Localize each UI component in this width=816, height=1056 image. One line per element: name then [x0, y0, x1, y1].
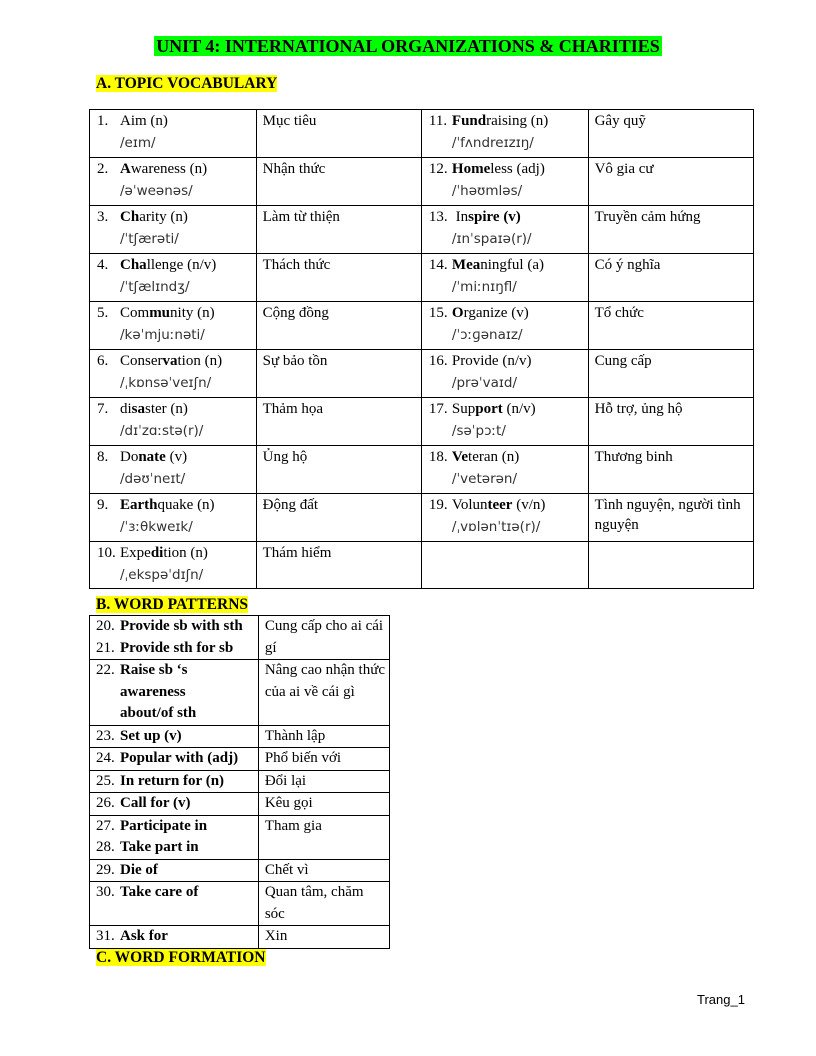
vocab-meaning: Thương binh — [594, 449, 673, 465]
vocab-word-part: Sup — [451, 401, 476, 417]
vocab-word-stress: port — [475, 401, 503, 417]
pattern-number: 26. — [96, 795, 115, 811]
section-b-label: B. WORD PATTERNS — [96, 596, 249, 613]
vocab-word-stress: mu — [149, 305, 171, 321]
vocab-number: 9. — [97, 497, 109, 513]
vocab-word-part: ster (n) — [145, 401, 188, 417]
vocab-ipa: /dəʊˈneɪt/ — [120, 471, 186, 487]
vocab-word — [429, 350, 582, 372]
vocab-meaning: Cung cấp — [594, 353, 652, 369]
vocab-row — [90, 158, 754, 206]
pattern-number: 31. — [96, 928, 115, 944]
vocab-word — [429, 494, 582, 516]
pattern-line — [96, 882, 254, 904]
vocab-row — [90, 542, 754, 589]
vocab-word-part: di — [120, 401, 132, 417]
vocab-ipa: /kəˈmjuːnəti/ — [120, 327, 205, 343]
vocab-meaning: Mục tiêu — [262, 113, 317, 129]
section-c-heading — [96, 948, 266, 968]
vocab-number: 14. — [428, 257, 448, 273]
vocab-number: 3. — [97, 209, 109, 225]
page-number: Trang_1 — [697, 992, 745, 1007]
pattern-line — [96, 748, 254, 770]
vocab-word-stress: Ve — [451, 449, 469, 465]
pattern-meaning: Thành lập — [258, 725, 389, 748]
vocab-word-part: tion (n) — [177, 353, 223, 369]
pattern-text: Ask for — [120, 928, 168, 944]
vocab-meaning-cell — [588, 302, 753, 350]
vocab-word-cell — [90, 398, 257, 446]
pattern-text: Call for (v) — [120, 795, 191, 811]
vocab-word-part: nity (n) — [170, 305, 215, 321]
vocab-word — [97, 398, 250, 420]
pattern-number: 27. — [96, 817, 115, 834]
pattern-row — [90, 815, 390, 859]
vocab-word-stress: di — [150, 545, 164, 561]
vocab-word-cell — [421, 206, 588, 254]
vocab-ipa: /ˈɔːɡənaɪz/ — [451, 327, 523, 343]
vocab-meaning: Làm từ thiện — [262, 209, 340, 225]
vocab-meaning-cell — [256, 110, 421, 158]
vocab-word-part: Provide (n/v) — [451, 353, 532, 369]
vocab-meaning-cell — [256, 350, 421, 398]
pattern-number: 22. — [96, 662, 115, 678]
pattern-cell — [90, 882, 259, 926]
vocab-meaning-cell — [588, 398, 753, 446]
pattern-cell — [90, 770, 259, 793]
pattern-cell — [90, 660, 259, 726]
vocab-number: 10. — [97, 545, 116, 561]
vocab-ipa: /ˈɜːθkweɪk/ — [120, 519, 193, 535]
page-title-text: UNIT 4: INTERNATIONAL ORGANIZATIONS & CHARITIES — [156, 36, 660, 56]
pattern-cell — [90, 748, 259, 771]
vocab-word-part: Conser — [120, 353, 163, 369]
vocab-meaning-cell — [588, 110, 753, 158]
pattern-line — [96, 816, 254, 838]
vocab-ipa: /ɪnˈspaɪə(r)/ — [451, 231, 532, 247]
vocab-ipa: /ˈhəʊmləs/ — [451, 183, 523, 199]
vocab-ipa: /ˌkɒnsəˈveɪʃn/ — [120, 375, 212, 391]
vocab-word-part: (n/v) — [502, 401, 536, 417]
pattern-line — [96, 660, 254, 682]
vocab-word — [97, 158, 250, 180]
vocab-word-part: less (adj) — [490, 161, 545, 177]
vocab-word — [97, 542, 250, 564]
vocab-word — [429, 446, 582, 468]
pattern-meaning: Nâng cao nhận thức của ai về cái gì — [258, 660, 389, 726]
vocab-word-cell — [90, 110, 257, 158]
vocab-meaning: Ủng hộ — [262, 449, 308, 465]
vocab-word-cell — [421, 542, 588, 589]
vocab-word-cell — [90, 494, 257, 542]
pattern-row — [90, 660, 390, 726]
vocab-word-part: teran (n) — [468, 449, 520, 465]
pattern-text: awareness — [120, 683, 186, 700]
vocab-word-cell — [421, 158, 588, 206]
pattern-meaning: Quan tâm, chăm sóc — [258, 882, 389, 926]
vocab-word — [97, 446, 250, 468]
pattern-line — [96, 682, 254, 704]
vocab-meaning: Sự bảo tồn — [262, 353, 328, 369]
vocab-row — [90, 494, 754, 542]
pattern-text: about/of sth — [120, 705, 197, 721]
vocab-meaning — [595, 542, 747, 543]
vocab-word-part: tion (n) — [163, 545, 208, 561]
vocab-word-stress: spire (v) — [468, 209, 521, 225]
vocab-number: 8. — [97, 449, 109, 465]
pattern-meaning: Kêu gọi — [258, 793, 389, 816]
pattern-meaning: Phổ biến với — [258, 748, 389, 771]
pattern-cell — [90, 815, 259, 859]
vocab-ipa: /əˈweənəs/ — [120, 183, 193, 199]
vocab-meaning-cell — [588, 446, 753, 494]
vocab-meaning-cell — [588, 254, 753, 302]
section-a-label: A. TOPIC VOCABULARY — [96, 75, 278, 92]
vocab-word-cell — [90, 446, 257, 494]
pattern-line — [96, 926, 254, 948]
vocab-word — [97, 206, 250, 228]
vocab-word — [429, 110, 582, 132]
vocab-word-cell — [421, 398, 588, 446]
pattern-text: Take part in — [120, 839, 199, 855]
pattern-row — [90, 882, 390, 926]
pattern-line — [96, 638, 254, 660]
vocab-word-cell — [90, 542, 257, 589]
vocab-meaning: Thách thức — [262, 257, 331, 273]
section-b-heading — [96, 595, 248, 615]
pattern-number: 24. — [96, 750, 115, 766]
vocab-number: 11. — [428, 113, 448, 129]
vocab-ipa: /eɪm/ — [120, 135, 156, 151]
pattern-text: Provide sth for sb — [120, 639, 234, 656]
vocab-meaning: Có ý nghĩa — [594, 257, 661, 273]
section-a-heading — [96, 74, 277, 94]
vocab-number: 16. — [428, 353, 448, 369]
vocab-ipa: /ˈtʃælɪndʒ/ — [120, 279, 190, 295]
vocab-meaning-cell — [588, 542, 753, 589]
pattern-number: 20. — [96, 618, 115, 634]
vocab-word-part: Aim — [120, 113, 147, 129]
pattern-line — [96, 860, 254, 882]
vocab-meaning-cell — [256, 398, 421, 446]
vocab-row — [90, 350, 754, 398]
vocab-word-part: arity (n) — [139, 209, 188, 225]
pattern-number: 23. — [96, 727, 115, 744]
vocab-word — [429, 398, 582, 420]
pattern-cell — [90, 859, 259, 882]
pattern-number: 21. — [96, 639, 115, 656]
vocab-word — [97, 302, 250, 324]
vocab-meaning-cell — [588, 158, 753, 206]
vocab-ipa: /prəˈvaɪd/ — [451, 375, 518, 391]
vocab-word-cell — [90, 302, 257, 350]
vocab-ipa: /ˈfʌndreɪzɪŋ/ — [451, 135, 534, 151]
vocab-number: 19. — [428, 497, 448, 513]
vocab-number: 15. — [428, 305, 448, 321]
vocab-ipa: /dɪˈzɑːstə(r)/ — [120, 423, 204, 439]
pattern-text: Participate in — [120, 817, 208, 834]
pattern-line — [96, 616, 254, 638]
pattern-row — [90, 748, 390, 771]
vocab-word-part: quake (n) — [157, 497, 215, 513]
vocab-meaning-cell — [256, 302, 421, 350]
vocab-word-cell — [421, 110, 588, 158]
pattern-row — [90, 770, 390, 793]
vocab-meaning-cell — [256, 254, 421, 302]
pattern-cell — [90, 926, 259, 949]
vocab-word-cell — [90, 254, 257, 302]
vocab-word-part: wareness (n) — [130, 161, 208, 177]
vocab-word-stress: Cha — [120, 257, 147, 273]
word-patterns-table — [89, 615, 390, 949]
pattern-row — [90, 793, 390, 816]
pattern-number: 28. — [96, 839, 115, 855]
vocab-row — [90, 398, 754, 446]
vocab-word-cell — [421, 254, 588, 302]
pattern-row — [90, 725, 390, 748]
vocab-number: 12. — [428, 161, 448, 177]
vocab-word-cell — [90, 206, 257, 254]
pattern-text: Die of — [120, 861, 158, 878]
vocab-word-part: Com — [120, 305, 150, 321]
vocab-meaning-cell — [588, 350, 753, 398]
vocab-word-part: ningful (a) — [480, 257, 544, 273]
pattern-text: Set up (v) — [120, 727, 182, 744]
vocab-word-part: raising (n) — [486, 113, 549, 129]
vocab-word — [97, 494, 250, 516]
pattern-meaning: Xin — [258, 926, 389, 949]
vocab-meaning-cell — [588, 494, 753, 542]
vocab-number: 2. — [97, 161, 109, 177]
vocab-meaning-cell — [256, 542, 421, 589]
vocab-number: 17. — [428, 401, 448, 417]
vocab-meaning: Tổ chức — [594, 305, 644, 321]
vocabulary-table — [89, 109, 754, 589]
pattern-line — [96, 726, 254, 748]
pattern-text: Popular with (adj) — [120, 750, 239, 766]
vocab-word-stress: nate — [138, 449, 166, 465]
vocab-word-stress: sa — [131, 401, 146, 417]
vocab-word-part: In — [451, 209, 469, 225]
vocab-word — [97, 350, 250, 372]
vocab-row — [90, 110, 754, 158]
vocab-ipa: /ˌekspəˈdɪʃn/ — [120, 567, 204, 583]
vocab-meaning-cell — [256, 494, 421, 542]
pattern-text: In return for (n) — [120, 772, 225, 789]
vocab-meaning: Hỗ trợ, ủng hộ — [594, 401, 683, 417]
vocab-word-part: rganize (v) — [463, 305, 529, 321]
vocab-word-cell — [421, 350, 588, 398]
vocab-word-stress: Earth — [120, 497, 158, 513]
vocab-word-part: (v) — [165, 449, 188, 465]
pattern-line — [96, 837, 254, 859]
vocab-meaning: Vô gia cư — [594, 161, 654, 177]
vocab-word-part: (v/n) — [512, 497, 546, 513]
vocab-meaning: Truyền cảm hứng — [594, 209, 701, 225]
vocab-word-stress: Ch — [120, 209, 140, 225]
vocab-word — [429, 302, 582, 324]
pattern-line — [96, 703, 254, 725]
vocab-word-stress: teer — [487, 497, 513, 513]
pattern-text: Provide sb with sth — [120, 618, 243, 634]
vocab-ipa: /ˈtʃærəti/ — [120, 231, 179, 247]
vocab-number: 1. — [97, 113, 109, 129]
vocab-ipa: /ˈmiːnɪŋfl/ — [451, 279, 517, 295]
pattern-meaning: Chết vì — [258, 859, 389, 882]
vocab-meaning: Nhận thức — [262, 161, 326, 177]
vocab-word — [97, 254, 250, 276]
vocab-word-cell — [90, 350, 257, 398]
pattern-cell — [90, 793, 259, 816]
vocab-meaning-cell — [256, 158, 421, 206]
vocab-meaning-cell — [256, 446, 421, 494]
vocab-word-part: Do — [120, 449, 139, 465]
pattern-row — [90, 616, 390, 660]
vocab-meaning-cell — [588, 206, 753, 254]
vocab-word-part: llenge (n/v) — [146, 257, 217, 273]
vocab-ipa: /ˈvetərən/ — [451, 471, 518, 487]
vocab-row — [90, 206, 754, 254]
vocab-word — [429, 542, 582, 564]
pattern-number: 29. — [96, 861, 115, 878]
pattern-number: 30. — [96, 884, 115, 900]
vocab-word — [97, 110, 250, 132]
vocab-word-stress: A — [120, 161, 131, 177]
vocab-meaning: Thảm họa — [262, 401, 324, 417]
vocab-row — [90, 254, 754, 302]
pattern-line — [96, 771, 254, 793]
vocab-number: 18. — [428, 449, 448, 465]
vocab-word-stress: Fund — [451, 113, 487, 129]
vocab-meaning: Động đất — [262, 497, 319, 513]
pattern-number: 25. — [96, 772, 115, 789]
pattern-cell — [90, 616, 259, 660]
vocab-row — [90, 446, 754, 494]
vocab-ipa: /səˈpɔːt/ — [451, 423, 506, 439]
vocab-word — [429, 158, 582, 180]
section-c-label: C. WORD FORMATION — [96, 949, 266, 966]
vocab-number: 5. — [97, 305, 109, 321]
vocab-word-stress: va — [162, 353, 178, 369]
vocab-word — [429, 206, 582, 228]
vocab-word-stress: Mea — [451, 257, 481, 273]
vocab-number: 7. — [97, 401, 109, 417]
vocab-word-cell — [421, 494, 588, 542]
vocab-number: 6. — [97, 353, 109, 369]
pattern-cell — [90, 725, 259, 748]
vocab-meaning: Gây quỹ — [594, 113, 646, 129]
pattern-row — [90, 926, 390, 949]
pattern-line — [96, 793, 254, 815]
vocab-word-part: Volun — [451, 497, 488, 513]
pattern-meaning: Tham gia — [258, 815, 389, 859]
vocab-word-part: Expe — [120, 545, 151, 561]
pattern-text: Raise sb ‘s — [120, 662, 188, 678]
vocab-ipa: /ˌvɒlənˈtɪə(r)/ — [451, 519, 541, 535]
vocab-meaning: Tình nguyện, người tình nguyện — [594, 497, 741, 533]
vocab-word-cell — [421, 302, 588, 350]
vocab-row — [90, 302, 754, 350]
pattern-row — [90, 859, 390, 882]
vocab-word — [429, 254, 582, 276]
vocab-meaning: Cộng đồng — [262, 305, 329, 321]
vocab-word-stress: O — [451, 305, 464, 321]
vocab-meaning-cell — [256, 206, 421, 254]
vocab-word-stress: Home — [451, 161, 491, 177]
vocab-meaning: Thám hiểm — [262, 545, 332, 561]
vocab-word-part: (n) — [146, 113, 168, 129]
pattern-meaning: Cung cấp cho ai cái gí — [258, 616, 389, 660]
pattern-meaning: Đổi lại — [258, 770, 389, 793]
page-title — [0, 35, 816, 57]
vocab-number: 4. — [97, 257, 109, 273]
pattern-text: Take care of — [120, 884, 199, 900]
vocab-word-cell — [90, 158, 257, 206]
vocab-number: 13. — [428, 209, 448, 225]
vocab-word-cell — [421, 446, 588, 494]
